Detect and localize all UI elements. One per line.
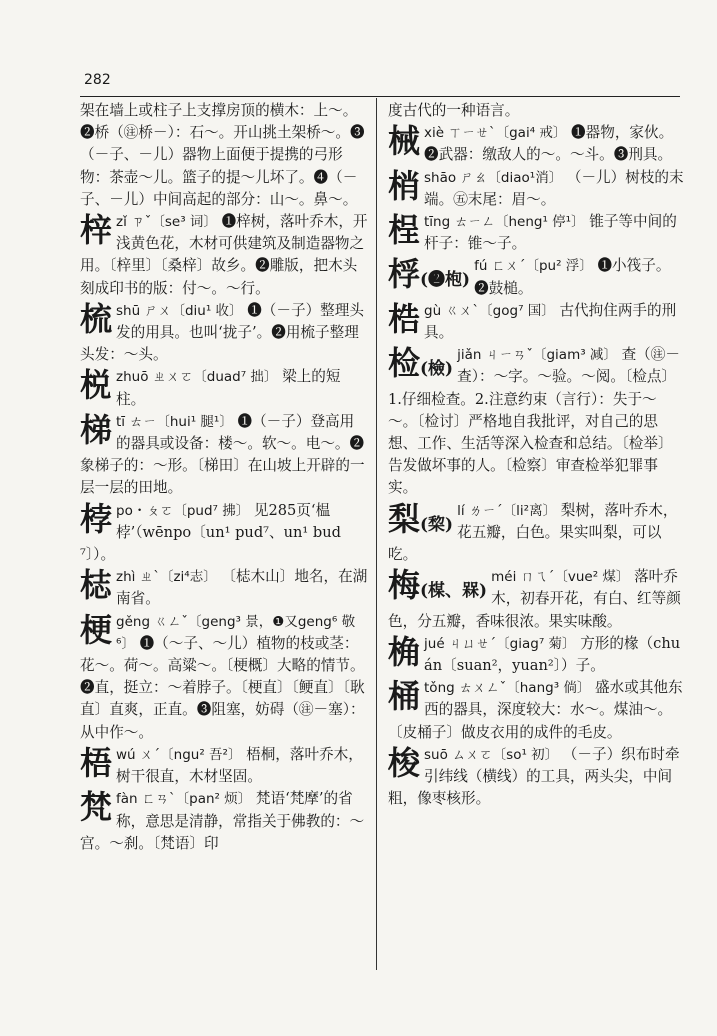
dictionary-entry [388, 677, 684, 744]
dictionary-entry [80, 744, 368, 788]
definition: 见285页‘榅桲’（wēnpo〔un¹ pud⁷、un¹ bud⁷〕）。 [80, 501, 341, 564]
headword: 棁 [80, 366, 113, 405]
definition: 梁上的短柱。 [116, 368, 341, 408]
headword [388, 566, 487, 610]
pronunciation: fú ㄈㄨˊ〔pu² 浮〕 [474, 258, 593, 275]
headword: 桶 [388, 677, 421, 716]
definition: 落叶乔木，初春开花，有白、红等颜色，分五瓣，香味很浓。果实味酸。 [388, 568, 681, 630]
definition: ❶小筏子。❷鼓槌。 [474, 257, 671, 297]
pronunciation: zhì ㄓˋ〔zi⁴志〕 [116, 569, 217, 586]
headword-variant: (棃) [420, 514, 454, 535]
dictionary-entry [80, 300, 368, 367]
pronunciation: tī ㄊㄧ〔hui¹ 腿¹〕 [116, 413, 233, 430]
headword: 桯 [388, 211, 421, 250]
headword [388, 344, 453, 388]
headword [388, 255, 470, 299]
dictionary-entry [80, 788, 368, 855]
headword-variant: (❷枹) [420, 270, 471, 291]
headword: 桲 [80, 499, 113, 538]
definition: 锥子等中间的杆子：锥～子。 [424, 213, 677, 253]
dictionary-entry [80, 366, 368, 410]
dictionary-entry [80, 211, 368, 300]
dictionary-entry [388, 500, 684, 567]
pronunciation: wú ㄨˊ〔ngu² 吾²〕 [116, 746, 242, 763]
left-column [80, 100, 368, 855]
pronunciation: shāo ㄕㄠ〔diao¹消〕 [424, 169, 563, 186]
definition: ❶（－子）整理头发的用具。也叫‘拢子’。❷用梳子整理头发：～头。 [80, 301, 364, 364]
headword: 械 [388, 122, 421, 161]
dictionary-entry [80, 611, 368, 744]
dictionary-entry [388, 744, 684, 811]
definition: ❶器物，家伙。❷武器：缴敌人的～。～斗。❸刑具。 [424, 124, 674, 164]
pronunciation: gěng ㄍㄥˇ〔geng³ 景，❶又geng⁶ 敬⁶〕 [116, 613, 356, 652]
dictionary-entry [388, 167, 684, 211]
definition: ❶（－子）登高用的器具或设备：楼～。软～。电～。❷象梯子的：～形。〔梯田〕在山坡上开辟的一层一层的田地。 [80, 412, 365, 497]
definition: 查（㊟－查）：～字。～验。～阅。〔检点〕1.仔细检查。2.注意约束（言行）：失于～～。〔检讨〕严格地自我批评，对自己的思想、工作、生活等深入检查和总结。〔检举〕告发做坏事的人。〔检察〕审查检举犯罪事实。 [388, 346, 680, 497]
headword-char: 检 [388, 344, 421, 383]
pronunciation: po・ㄆㄛ〔pud⁷ 拂〕 [116, 502, 250, 519]
dictionary-entry [388, 211, 684, 255]
definition: 方形的椽（chuán〔suan²，yuan²〕）子。 [424, 634, 681, 675]
top-rule [80, 96, 680, 97]
definition: ❶（～子、～儿）植物的枝或茎：花～。荷～。高粱～。〔梗概〕大略的情节。❷直，挺立：～着脖子。〔梗直〕〔鲠直〕〔耿直〕直爽，正直。❸阻塞，妨碍（㊟－塞）：从中作～。 [80, 634, 365, 741]
pronunciation: zǐ ㄗˇ〔se³ 词〕 [116, 214, 217, 231]
headword: 梓 [80, 211, 113, 250]
headword-variant: (檢) [420, 359, 454, 380]
dictionary-entry [80, 566, 368, 610]
right-column [388, 100, 684, 811]
pronunciation: xiè ㄒㄧㄝˋ〔gai⁴ 戒〕 [424, 125, 567, 142]
headword: 桷 [388, 632, 421, 671]
definition: 〔梽木山〕地名，在湖南省。 [116, 568, 368, 608]
headword: 梏 [388, 299, 421, 338]
definition: 梵语‘梵摩’的省称，意思是清静，常指关于佛教的：～宫。～刹。〔梵语〕印 [80, 790, 365, 852]
definition: 梨树，落叶乔木，花五瓣，白色。果实叫梨，可以吃。 [388, 501, 678, 564]
pronunciation: gù ㄍㄨˋ〔gog⁷ 国〕 [424, 302, 555, 319]
headword [388, 500, 453, 544]
dictionary-entry [388, 566, 684, 633]
pronunciation: suō ㄙㄨㄛ〔so¹ 初〕 [424, 746, 559, 763]
dictionary-entry [388, 344, 684, 499]
headword: 梢 [388, 166, 421, 205]
headword-char: 桴 [388, 255, 421, 294]
dictionary-entry [80, 411, 368, 500]
dictionary-entry [388, 122, 684, 166]
headword: 梧 [80, 743, 113, 782]
definition: 盛水或其他东西的器具，深度较大：水～。煤油～。〔皮桶子〕做皮衣用的成件的毛皮。 [388, 679, 683, 741]
dictionary-entry [388, 300, 684, 344]
headword: 梳 [80, 299, 113, 338]
pronunciation: tǒng ㄊㄨㄥˇ〔hang³ 倘〕 [424, 680, 591, 697]
page-number: 282 [84, 72, 111, 88]
definition: ❶梓树，落叶乔木，开浅黄色花，木材可供建筑及制造器物之用。〔梓里〕〔桑梓〕故乡。❷雕版，把木头刻成印书的版：付～。～行。 [80, 213, 368, 297]
definition: 梧桐，落叶乔木，树干很直，木材坚固。 [116, 745, 363, 786]
pronunciation: jiǎn ㄐㄧㄢˇ〔giam³ 减〕 [457, 347, 617, 364]
definition: （－子）织布时牵引纬线（横线）的工具，两头尖，中间粗，像枣核形。 [388, 745, 680, 808]
pronunciation: zhuō ㄓㄨㄛ〔duad⁷ 拙〕 [116, 369, 278, 386]
pronunciation: fàn ㄈㄢˋ〔pan² 烦〕 [116, 791, 252, 808]
headword-char: 梨 [388, 499, 421, 538]
dictionary-entry [388, 633, 684, 677]
pronunciation: tīng ㄊㄧㄥ〔heng¹ 停¹〕 [424, 214, 585, 231]
headword-variant: (楳、槑) [420, 581, 488, 602]
dictionary-entry [388, 255, 684, 299]
headword: 梽 [80, 566, 113, 605]
pronunciation: lí ㄌㄧˊ〔li²离〕 [457, 502, 557, 519]
pronunciation: méi ㄇㄟˊ〔vue² 煤〕 [491, 569, 630, 586]
definition: （－儿）树枝的末端。㊄末尾：眉～。 [424, 168, 684, 208]
dictionary-entry [80, 500, 368, 567]
pronunciation: shū ㄕㄨ〔diu¹ 收〕 [116, 302, 243, 319]
entry-continuation: 架在墙上或柱子上支撑房顶的横木：上～。❷桥（㊟桥－）：石～。开山挑土架桥～。❸（－子、－儿）器物上面便于提携的弓形物：茶壶～儿。篮子的提～儿坏了。❹（－子、－儿）中间高起的部分：山～。鼻～。 [80, 102, 365, 208]
headword: 梗 [80, 610, 113, 649]
pronunciation: jué ㄐㄩㄝˊ〔giag⁷ 菊〕 [424, 635, 576, 652]
headword: 梯 [80, 410, 113, 449]
headword-char: 梅 [388, 566, 421, 605]
headword: 梵 [80, 788, 113, 827]
entry-continuation: 度古代的一种语言。 [388, 102, 520, 119]
definition: 古代拘住两手的刑具。 [424, 301, 677, 342]
column-divider [376, 98, 377, 970]
headword: 梭 [388, 743, 421, 782]
